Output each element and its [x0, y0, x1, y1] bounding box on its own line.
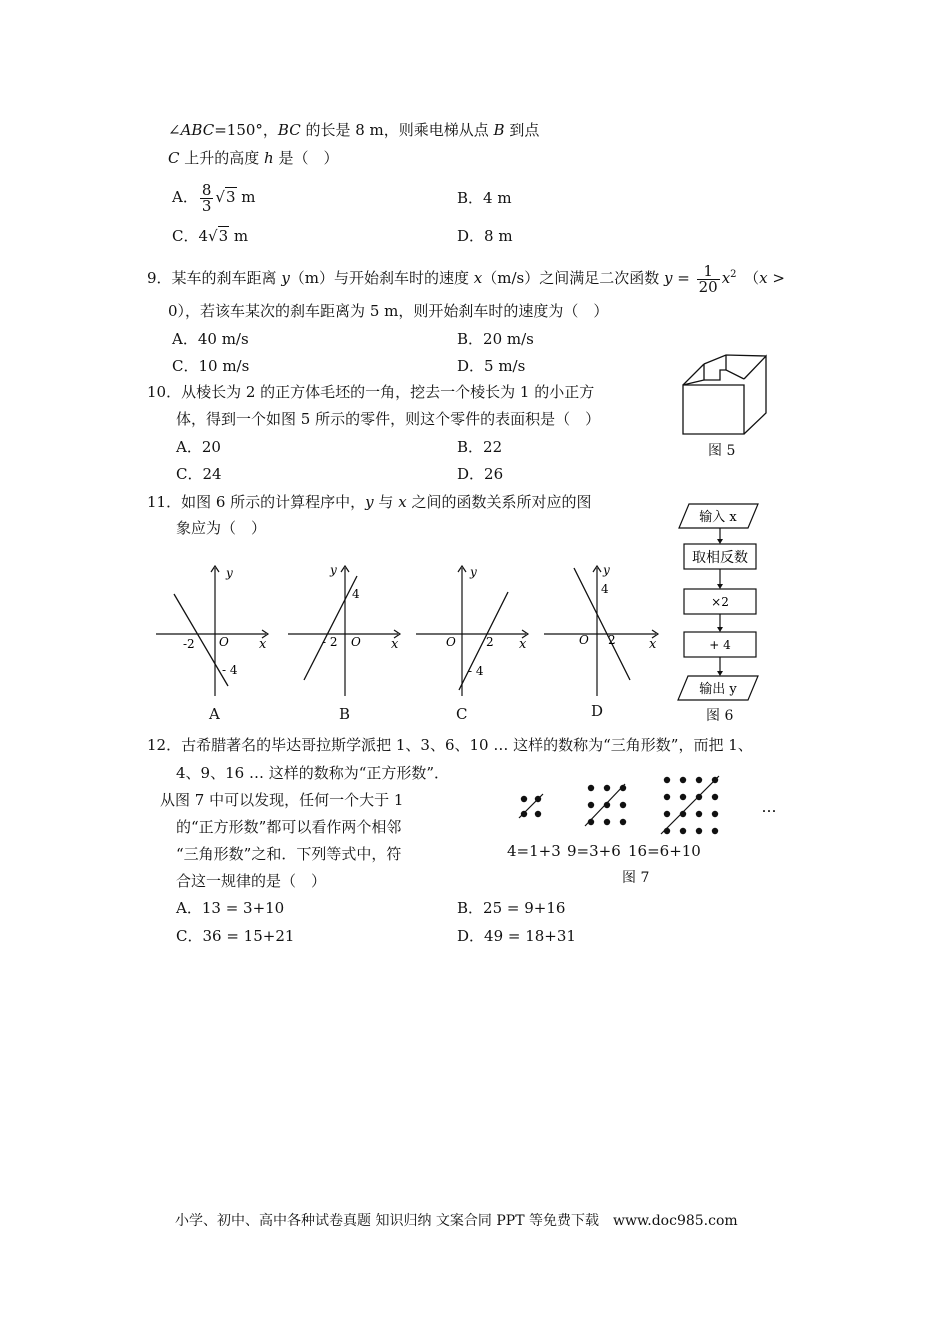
q10-option-d: D．26 — [457, 465, 504, 483]
graph-b-x-axis-label: x — [391, 637, 399, 652]
figure-5-label: 图 5 — [708, 443, 736, 459]
q12-line3: 从图 7 中可以发现，任何一个大于 1 — [160, 791, 404, 809]
q8-fraction: $\frac{8}{3}$ — [201, 180, 212, 215]
q11-line1: 11．如图 6 所示的计算程序中，y 与 x 之间的函数关系所对应的图 — [147, 493, 592, 511]
q12-option-b: B．25 = 9+16 — [457, 899, 566, 917]
graph-c-origin: O — [446, 635, 456, 649]
q12-line6: 合这一规律的是（ ） — [176, 872, 327, 890]
graph-a-y-axis-label: y — [226, 566, 233, 580]
q12-option-a: A．13 = 3+10 — [176, 899, 285, 917]
q9-line2: 0），若该车某次的刹车距离为 5 m，则开始刹车时的速度为（ ） — [168, 302, 609, 320]
q12-line2: 4、9、16 … 这样的数称为“正方形数”． — [176, 764, 450, 782]
figure-7-dots — [505, 770, 795, 842]
graph-c-x-mark: 2 — [486, 635, 494, 649]
graph-c-y-axis-label: y — [470, 565, 477, 579]
graph-b-label: B — [339, 705, 351, 723]
flow-input: 输入 x — [699, 510, 737, 525]
graph-d-y-mark: 4 — [601, 582, 609, 596]
q10-option-c: C．24 — [176, 465, 222, 483]
q8-option-d: D．8 m — [457, 227, 513, 245]
q8-option-a: A． $\frac{8}{3}$ √3 m — [172, 180, 256, 215]
q8-line2: C 上升的高度 h 是（ ） — [168, 149, 339, 167]
flow-step-times-two: ×2 — [711, 595, 729, 609]
graph-a-label: A — [209, 705, 220, 723]
q12-option-d: D．49 = 18+31 — [457, 927, 576, 945]
q11-line2: 象应为（ ） — [176, 519, 267, 537]
figure-7-ellipsis: … — [761, 798, 777, 816]
flow-step-negate: 取相反数 — [692, 550, 748, 566]
q9-fraction: $\frac{1}{20}$ — [698, 261, 718, 296]
figure-5-cube — [676, 350, 772, 440]
graph-a-y-mark: - 4 — [222, 663, 238, 677]
graph-a — [152, 562, 272, 702]
q12-line4: 的“正方形数”都可以看作两个相邻 — [176, 818, 402, 836]
q8-option-c: C．4√3 m — [172, 227, 249, 245]
graph-d-x-axis-label: x — [649, 637, 657, 652]
graph-b-origin: O — [351, 635, 361, 649]
figure-6-label: 图 6 — [706, 708, 734, 724]
graph-b-y-axis-label: y — [330, 563, 337, 577]
q12-option-c: C．36 = 15+21 — [176, 927, 295, 945]
graph-d-y-axis-label: y — [603, 563, 610, 577]
graph-a-origin: O — [219, 635, 229, 649]
figure-6-flowchart — [672, 498, 772, 710]
graph-c-x-axis-label: x — [519, 637, 527, 652]
q10-option-a: A．20 — [176, 438, 221, 456]
q12-line5: “三角形数”之和．下列等式中，符 — [176, 845, 402, 863]
graph-a-x-axis-label: x — [259, 637, 267, 652]
graph-c — [412, 562, 532, 702]
flow-output: 输出 y — [699, 682, 737, 697]
q9-option-c: C．10 m/s — [172, 357, 250, 375]
graph-b-x-mark: - 2 — [322, 635, 338, 649]
figure-7-caption-3: 16=6+10 — [628, 842, 701, 860]
figure-7-caption-1: 4=1+3 — [507, 842, 561, 860]
q10-option-b: B．22 — [457, 438, 503, 456]
q12-line1: 12．古希腊著名的毕达哥拉斯学派把 1、3、6、10 … 这样的数称为“三角形数”，而把 1、 — [147, 736, 753, 754]
q9-option-b: B．20 m/s — [457, 330, 534, 348]
figure-7-label: 图 7 — [622, 870, 650, 886]
graph-d — [540, 562, 664, 702]
figure-7-caption-2: 9=3+6 — [567, 842, 621, 860]
graph-c-label: C — [456, 705, 468, 723]
graph-d-label: D — [591, 702, 604, 720]
graph-b-y-mark: 4 — [352, 587, 360, 601]
q10-line2: 体，得到一个如图 5 所示的零件，则这个零件的表面积是（ ） — [176, 410, 601, 428]
q8-line1: ∠ABC=150°，BC 的长是 8 m，则乘电梯从点 B 到点 — [168, 121, 540, 139]
q8-option-b: B．4 m — [457, 189, 512, 207]
flow-step-plus-four: + 4 — [709, 638, 731, 652]
graph-c-y-mark: - 4 — [468, 664, 484, 678]
q10-line1: 10．从棱长为 2 的正方体毛坯的一角，挖去一个棱长为 1 的小正方 — [147, 383, 595, 401]
graph-b — [284, 562, 404, 702]
page-footer: 小学、初中、高中各种试卷真题 知识归纳 文案合同 PPT 等免费下载 www.doc985.com — [175, 1213, 738, 1229]
q9-option-a: A．40 m/s — [172, 330, 249, 348]
graph-d-origin: O — [579, 633, 589, 647]
q9-option-d: D．5 m/s — [457, 357, 526, 375]
q9-line1: 9．某车的刹车距离 y（m）与开始刹车时的速度 x（m/s）之间满足二次函数 y = $\frac{1}{20}$ $x^2$ （x > — [147, 261, 785, 296]
graph-d-x-mark: 2 — [608, 633, 616, 647]
graph-a-x-mark: -2 — [183, 637, 195, 651]
